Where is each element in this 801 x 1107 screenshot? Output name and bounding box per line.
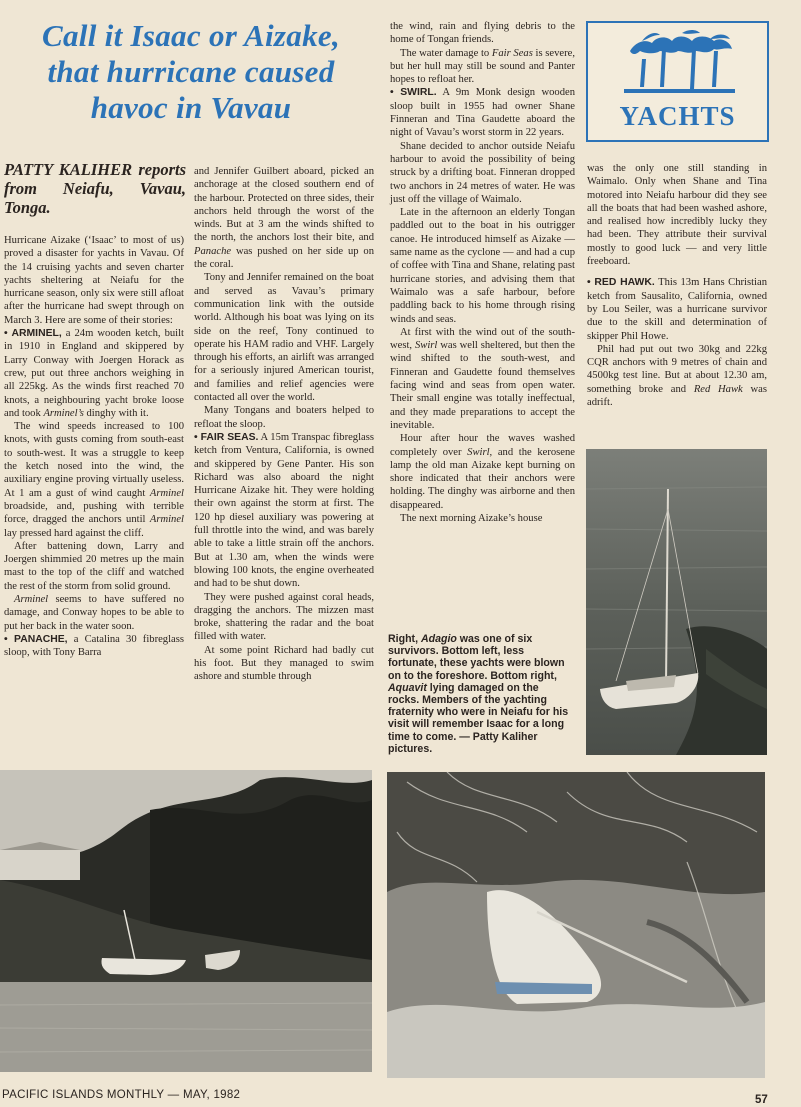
photo-yacht-afloat-image xyxy=(586,449,767,755)
paragraph: • SWIRL. A 9m Monk design wooden sloop built in 1955 had owner Shane Finneran and Tina Gaudette aboard the night of Vavau’s worst storm in 22 years. xyxy=(390,87,575,139)
paragraph: At some point Richard had badly cut his foot. But they managed to swim ashore and stumble through xyxy=(194,644,374,683)
paragraph: was the only one still standing in Waimalo. Only when Shane and Tina motored into Neiafu harbour did they see all the boats that had been washed ashore, and realised how incredibly lucky they had been. They attribute their survival mostly to good luck — and very little freeboard. xyxy=(587,163,767,268)
paragraph: Hurricane Aizake (‘Isaac’ to most of us) proved a disaster for yachts in Vavau. Of the 14 cruising yachts and seven charter yachts sheltering at Neiafu for the hurricane season, only six were still afloat after the hurricane had swept through on March 3. Here are some of their stories: xyxy=(4,235,184,326)
article-column-1 xyxy=(4,234,184,660)
palm-trees-icon xyxy=(622,29,737,99)
section-head-swirl: • SWIRL. xyxy=(390,87,437,99)
section-label: YACHTS xyxy=(619,101,736,131)
paragraph: At first with the wind out of the south-west, Swirl was well sheltered, but then the wind shifted to the south-west, and Finneran and Gaudette found themselves facing wind and seas from open water. Their small engine was totally ineffectual, and they made preparations to accept the inevitable. xyxy=(390,326,575,431)
paragraph: Arminel seems to have suffered no damage, and Conway hopes to be able to put her back in the water soon. xyxy=(4,594,184,632)
photo-caption: Right, Adagio was one of six survivors. Bottom left, less fortunate, these yachts were blown on to the foreshore. Bottom right, Aquavit lying damaged on the rocks. Members of the yachting fraternity who were in Neiafu for his visit will remember Isaac for a long time to come. — Patty Kaliher pictures. xyxy=(388,633,569,755)
photo-yacht-on-rocks-image xyxy=(387,772,765,1078)
article-column-3 xyxy=(390,20,575,525)
article-column-2 xyxy=(194,165,374,684)
paragraph: After battening down, Larry and Joergen shimmied 20 metres up the main mast to the top of the cliff and watched the rest of the storm from solid ground. xyxy=(4,540,184,592)
paragraph: They were pushed against coral heads, dragging the anchors. The mizzen mast broke, shattering the radar and the boat filled with water. xyxy=(194,591,374,643)
paragraph: • FAIR SEAS. A 15m Transpac fibreglass ketch from Ventura, California, is owned and skippered by Gene Panter. His son Richard was also aboard the night Hurricane Aizake hit. They were holding their own against the storm at first. The 120 hp diesel auxiliary was powering at full throttle into the wind, and was barely able to take a little strain off the anchors. But at 1.30 am, when the winds were blowing 100 knots, the engine overheated and had to be shut down. xyxy=(194,431,374,590)
paragraph: Late in the afternoon an elderly Tongan paddled out to the boat in his outrigger canoe. He introduced himself as Aizake — same name as the cyclone — and had a cup of coffee with Tina and Shane, relating past hurricane stories, and advising them that Waimalo was a safe harbour, before paddling back to his home through rising winds and seas. xyxy=(390,207,575,325)
section-logo-box xyxy=(586,21,769,142)
paragraph: Phil had put out two 30kg and 22kg CQR anchors with 9 metres of chain and 4500kg test line. But at about 12.30 am, something broke and Red Hawk was adrift. xyxy=(587,343,767,409)
paragraph: Tony and Jennifer remained on the boat and served as Vavau’s primary communication link with the outside world. Although his boat was lying on its side on the reef, Tony continued to operate his HAM radio and VHF. Largely through his efforts, an airlift was arranged for a seriously injured American tourist, and families and relief agencies were contacted all over the world. xyxy=(194,272,374,404)
paragraph: Hour after hour the waves washed completely over Swirl, and the kerosene lamp the old man Aizake kept burning on shore indicated that their anchors were holding. The dinghy was airborne and then disappeared. xyxy=(390,433,575,511)
section-head-fair-seas: • FAIR SEAS. xyxy=(194,431,259,443)
paragraph: the wind, rain and flying debris to the home of Tongan friends. xyxy=(390,21,575,46)
section-head-red-hawk: • RED HAWK. xyxy=(587,277,655,289)
paragraph: The wind speeds increased to 100 knots, with gusts coming from south-east to south-west. It was a struggle to keep the ketch nosed into the wind, the auxiliary engine proving virtually useless. At 1 am a gust of wind caught Arminel broadside, and, pushing with terrible force, dragged the anchors until Arminel lay pressed hard against the cliff. xyxy=(4,421,184,539)
section-head-arminel: • ARMINEL, xyxy=(4,328,62,340)
headline-line-1: Call it Isaac or Aizake, xyxy=(42,18,340,53)
paragraph: and Jennifer Guilbert aboard, picked an anchorage at the closed southern end of the harbour. Protected on three sides, their anchors held through the worst of the winds. But at 3 am the winds shifted to the north, the anchors lost their bite, and Panache was pushed on her side up on the coral. xyxy=(194,166,374,271)
publication-footer: PACIFIC ISLANDS MONTHLY — MAY, 1982 xyxy=(2,1089,241,1101)
paragraph: • RED HAWK. This 13m Hans Christian ketch from Sausalito, California, owned by Lou Seiler, was a hurricane survivor due to the skill and determination of skipper Phil Howe. xyxy=(587,277,768,342)
paragraph: The water damage to Fair Seas is severe, but her hull may still be sound and Panter hopes to refloat her. xyxy=(390,47,575,86)
section-head-panache: • PANACHE, xyxy=(4,633,68,645)
photo-yacht-afloat xyxy=(586,449,767,755)
photo-yachts-foreshore xyxy=(0,770,372,1072)
headline-line-3: havoc in Vavau xyxy=(90,90,292,125)
photo-yachts-foreshore-image xyxy=(0,770,372,1072)
paragraph: Many Tongans and boaters helped to refloat the sloop. xyxy=(194,405,374,430)
headline xyxy=(0,18,382,126)
paragraph: • ARMINEL, a 24m wooden ketch, built in 1910 in England and skippered by Larry Conway with Joergen Horack as crew, put out three anchors weighing in all 225kg. As the winds first reached 70 knots, a neighbouring yacht broke loose and took Arminel’s dinghy with it. xyxy=(4,328,184,419)
paragraph: The next morning Aizake’s house xyxy=(400,512,543,524)
byline: PATTY KALIHER reports from Neiafu, Vavau, Tonga. xyxy=(4,160,186,217)
photo-yacht-on-rocks xyxy=(387,772,765,1078)
headline-line-2: that hurricane caused xyxy=(47,54,335,89)
paragraph: Shane decided to anchor outside Neiafu harbour to avoid the possibility of being struck by a drifting boat. Finneran dropped two anchors in 24 metres of water. He was just off the village of Waimalo. xyxy=(390,140,575,205)
paragraph: • PANACHE, a Catalina 30 fibreglass sloop, with Tony Barra xyxy=(4,633,184,659)
article-column-4 xyxy=(587,162,767,409)
page-number: 57 xyxy=(755,1094,768,1106)
